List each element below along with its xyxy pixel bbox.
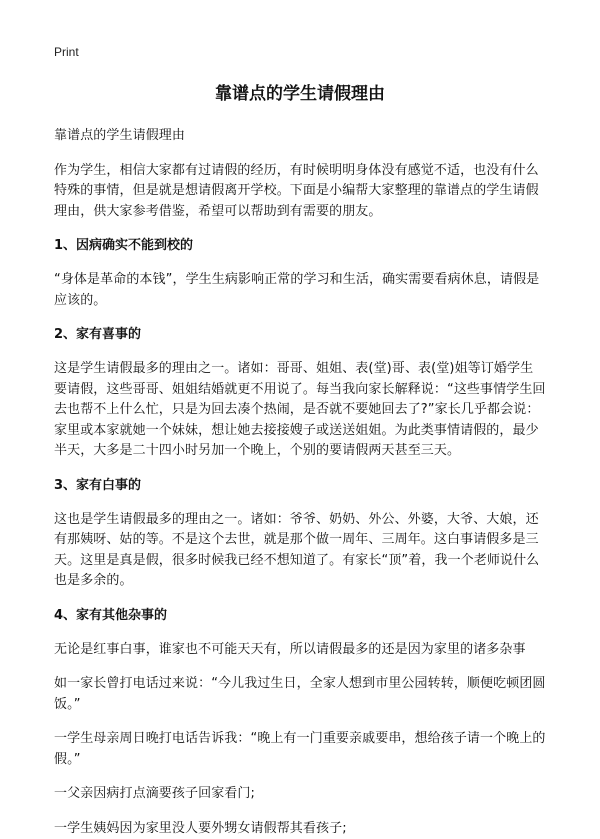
section-paragraph: 一学生母亲周日晚打电话告诉我：“晚上有一门重要亲戚要串，想给孩子请一个晚上的假。”	[54, 729, 546, 770]
section-paragraph: 一学生姨妈因为家里没人要外甥女请假帮其看孩子;	[54, 819, 546, 839]
section-paragraph: 这是学生请假最多的理由之一。诸如：哥哥、姐姐、表(堂)哥、表(堂)姐等订婚学生要请假，这些哥哥、姐姐结婚就更不用说了。每当我向家长解释说：“这些事情学生回去也帮不上什么忙，只是为回去凑个热闹，是否就不要她回去了?”家长几乎都会说：家里或本家就她一个妹妹，想让她去接接嫂子或送送姐姐。为此类事情请假的，最少半天，大多是二十四小时另加一个晚上，个别的要请假两天甚至三天。	[54, 359, 546, 462]
section-heading: 4、家有其他杂事的	[54, 606, 546, 626]
section-heading: 2、家有喜事的	[54, 325, 546, 345]
section-paragraph: 这也是学生请假最多的理由之一。诸如：爷爷、奶奶、外公、外婆，大爷、大娘，还有那姨呀、姑的等。不是这个去世，就是那个做一周年、三周年。这白事请假多是三天。这里是真是假，很多时候我已经不想知道了。有家长“顶”着，我一个老师说什么也是多余的。	[54, 510, 546, 592]
section-1	[54, 236, 546, 311]
section-3	[54, 476, 546, 592]
section-paragraph: “身体是革命的本钱”，学生生病影响正常的学习和生活，确实需要看病休息，请假是应该的。	[54, 270, 546, 311]
section-paragraph: 一父亲因病打点滴要孩子回家看门;	[54, 784, 546, 805]
section-heading: 1、因病确实不能到校的	[54, 236, 546, 256]
section-2	[54, 325, 546, 462]
section-paragraph: 如一家长曾打电话过来说：“今儿我过生日，全家人想到市里公园转转，顺便吃顿团圆饭。”	[54, 674, 546, 715]
section-4	[54, 606, 546, 839]
section-heading: 3、家有白事的	[54, 476, 546, 496]
intro-paragraph: 作为学生，相信大家都有过请假的经历，有时候明明身体没有感觉不适，也没有什么特殊的事情，但是就是想请假离开学校。下面是小编帮大家整理的靠谱点的学生请假理由，供大家参考借鉴，希望可以帮助到有需要的朋友。	[54, 161, 546, 223]
section-paragraph: 无论是红事白事，谁家也不可能天天有，所以请假最多的还是因为家里的诸多杂事	[54, 640, 546, 661]
print-link[interactable]: Print	[54, 44, 546, 60]
document-title: 靠谱点的学生请假理由	[54, 82, 546, 106]
intro-line: 靠谱点的学生请假理由	[54, 126, 546, 147]
